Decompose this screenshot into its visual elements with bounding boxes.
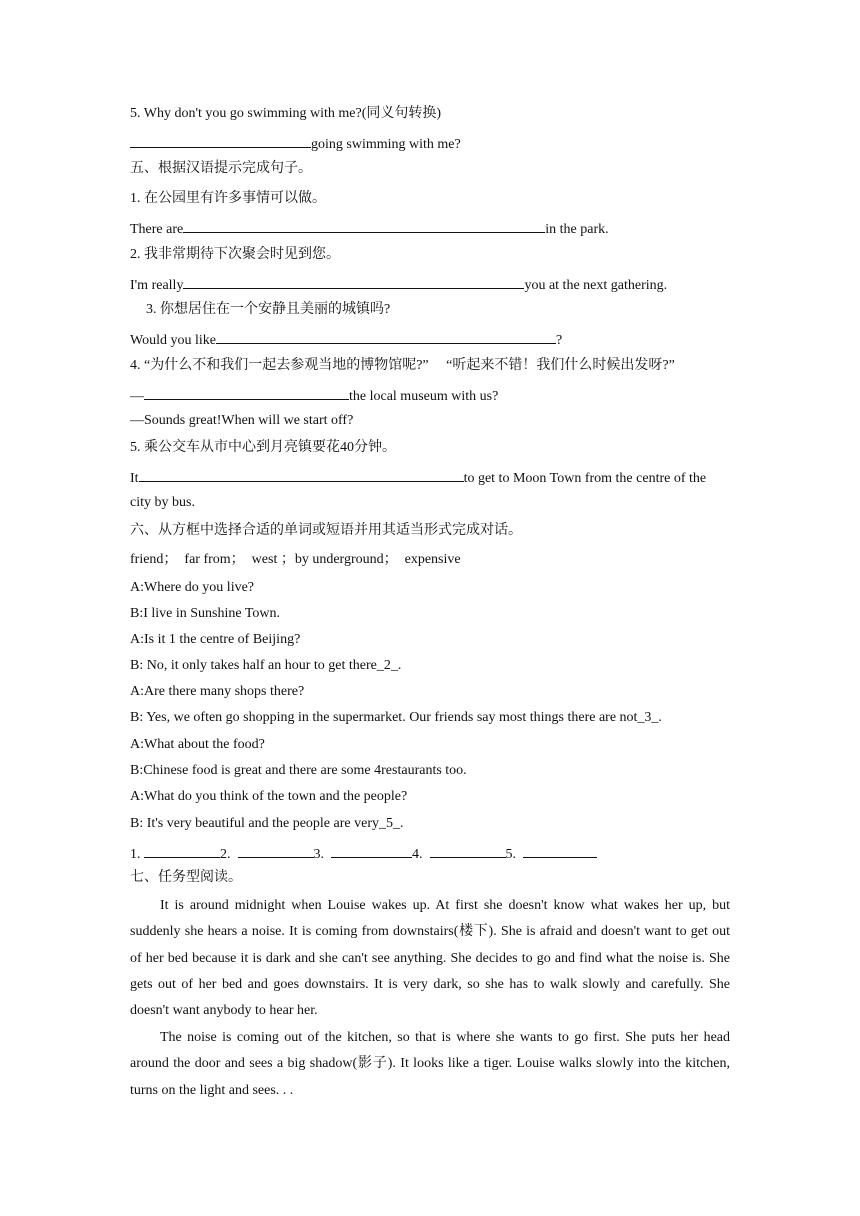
s5-q4-reply: —Sounds great!When will we start off? <box>130 413 354 428</box>
answer-blank[interactable] <box>238 843 314 858</box>
dialog-line: A:Is it 1 the centre of Beijing? <box>130 632 301 647</box>
word-bank: friend； far from； west ；by underground； expensive <box>130 552 461 567</box>
answer-blank[interactable] <box>216 329 556 344</box>
s4-question-5: 5. Why don't you go swimming with me?(同义句转换) <box>130 106 442 121</box>
dialog-line: B:Chinese food is great and there are some 4restaurants too. <box>130 763 467 778</box>
dialog-line: B: Yes, we often go shopping in the supermarket. Our friends say most things there are not_3_. <box>130 710 662 725</box>
section-7-heading: 七、任务型阅读。 <box>130 870 242 885</box>
s4-question-5-answer-line <box>130 133 461 154</box>
dialog-line: B: It's very beautiful and the people are very_5_. <box>130 816 404 831</box>
answer-blanks-row: 1. 2. 3. 4. 5. <box>130 843 597 864</box>
answer-blank[interactable] <box>183 274 524 289</box>
dialog-line: A:What do you think of the town and the people? <box>130 789 408 804</box>
s5-q4-chinese: 4. “为什么不和我们一起去参观当地的博物馆呢?” “听起来不错！我们什么时候出发呀?” <box>130 358 675 373</box>
dialog-line: A:Are there many shops there? <box>130 684 305 699</box>
dialog-line: A:Where do you live? <box>130 580 255 595</box>
answer-blank[interactable] <box>144 385 349 400</box>
s5-q5-continuation: city by bus. <box>130 495 195 510</box>
s5-q3-chinese: 3. 你想居住在一个安静且美丽的城镇吗? <box>146 302 391 317</box>
dialog-line: B: No, it only takes half an hour to get there_2_. <box>130 658 402 673</box>
answer-blank[interactable] <box>523 843 597 858</box>
dialog-line: B:I live in Sunshine Town. <box>130 606 281 621</box>
s5-q1-line: There are in the park. <box>130 218 609 239</box>
dialog-line: A:What about the food? <box>130 737 265 752</box>
answer-blank[interactable] <box>130 133 311 148</box>
s5-q2-line: I'm really you at the next gathering. <box>130 274 667 295</box>
s5-q5-chinese: 5. 乘公交车从市中心到月亮镇要花40分钟。 <box>130 440 396 455</box>
answer-tail: going swimming with me? <box>311 137 461 152</box>
s5-q1-chinese: 1. 在公园里有许多事情可以做。 <box>130 191 326 206</box>
answer-blank[interactable] <box>183 218 545 233</box>
answer-blank[interactable] <box>331 843 412 858</box>
answer-blank[interactable] <box>430 843 506 858</box>
s5-q4-line: — the local museum with us? <box>130 385 498 406</box>
s5-q2-chinese: 2. 我非常期待下次聚会时见到您。 <box>130 247 340 262</box>
answer-blank[interactable] <box>139 467 464 482</box>
section-5-heading: 五、根据汉语提示完成句子。 <box>130 161 312 176</box>
passage-paragraph-1: It is around midnight when Louise wakes up. At first she doesn't know what wakes her up, but suddenly she hears a noise. It is coming from downstairs(楼下). She is afraid and doesn't want to get out of her bed because it is dark and she can't see anything. She decides to go and find what the noise is. She gets out of her bed and goes downstairs. It is very dark, so she has to walk slowly and carefully. She doesn't want anybody to hear her. <box>130 898 730 1019</box>
s5-q5-line: It to get to Moon Town from the centre of the <box>130 467 706 488</box>
answer-blank[interactable] <box>144 843 220 858</box>
section-6-heading: 六、从方框中选择合适的单词或短语并用其适当形式完成对话。 <box>130 523 522 538</box>
s5-q3-line: Would you like ? <box>130 329 562 350</box>
passage-paragraph-2: The noise is coming out of the kitchen, so that is where she wants to go first. She puts her head around the door and sees a big shadow(影子). It looks like a tiger. Louise walks slowly into the kitchen, turns on the light and sees. . . <box>130 1030 730 1098</box>
